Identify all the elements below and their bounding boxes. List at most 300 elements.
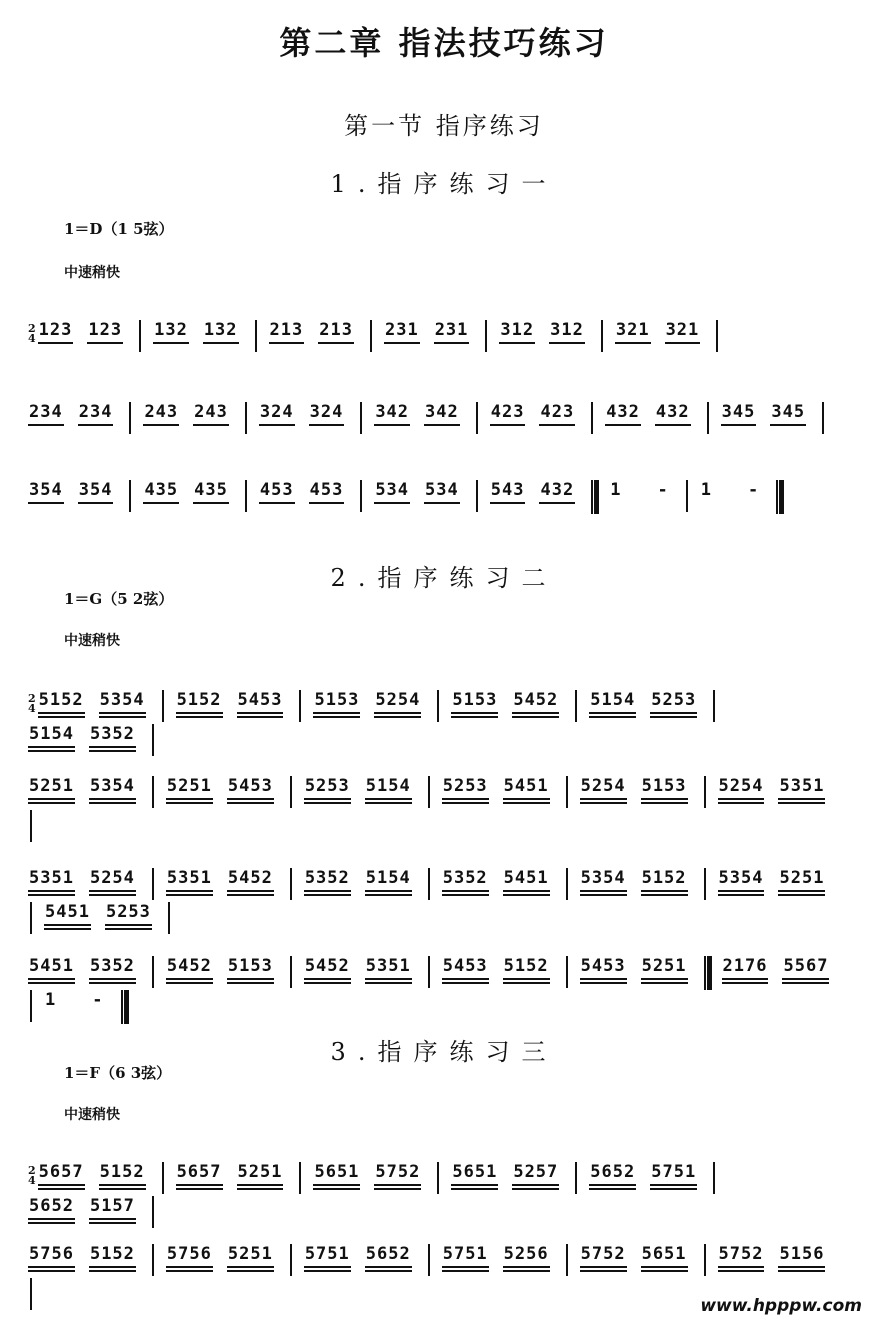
note-group	[105, 902, 152, 922]
note-text: 5752	[580, 1244, 626, 1264]
beam-line	[89, 1270, 136, 1272]
measure	[718, 868, 840, 902]
note-group	[609, 480, 622, 500]
beam-line	[589, 716, 636, 718]
beam-line	[28, 798, 75, 800]
measure	[28, 480, 127, 514]
note-text: 5254	[89, 868, 135, 888]
beam-line	[99, 1188, 146, 1190]
score-row	[28, 1162, 848, 1216]
note-text: -	[747, 480, 760, 500]
note-text: 5153	[452, 690, 498, 710]
measure	[499, 320, 598, 354]
note-text: 534	[425, 480, 459, 500]
note-group	[89, 868, 136, 888]
note-text: 5152	[503, 956, 549, 976]
note-group	[512, 690, 559, 710]
note-text: 5651	[641, 1244, 687, 1264]
beam-line	[718, 894, 765, 896]
measure	[143, 402, 242, 436]
note-group	[28, 1244, 75, 1264]
note-text: 5254	[375, 690, 421, 710]
beam-line	[580, 802, 627, 804]
beam-line	[166, 802, 213, 804]
beam-line	[451, 716, 498, 718]
beam-line	[641, 982, 688, 984]
measure	[176, 1162, 298, 1196]
tempo-marking: 中速稍快	[64, 1107, 120, 1123]
note-group	[193, 402, 229, 422]
note-group	[503, 956, 550, 976]
beam-line	[166, 798, 213, 800]
barline	[704, 868, 706, 900]
barline	[575, 1162, 577, 1194]
beam-line	[580, 1266, 627, 1268]
measure	[313, 690, 435, 724]
measure	[166, 868, 288, 902]
note-text: 1	[610, 480, 622, 500]
note-group	[38, 690, 85, 710]
barline	[437, 1162, 439, 1194]
measure	[153, 320, 252, 354]
sustain-dash	[747, 480, 760, 500]
barline	[476, 480, 478, 512]
note-text: 321	[615, 320, 650, 340]
barline	[30, 902, 32, 934]
note-text: 2176	[722, 956, 768, 976]
note-text: 5354	[89, 776, 135, 796]
note-text: 231	[384, 320, 419, 340]
beam-line	[38, 716, 85, 718]
beam-line	[89, 982, 136, 984]
beam-line	[503, 798, 550, 800]
note-group	[641, 1244, 688, 1264]
beam-line	[778, 1266, 825, 1268]
note-group	[143, 402, 179, 422]
note-group	[318, 320, 354, 340]
beam-line	[442, 802, 489, 804]
note-group	[304, 776, 351, 796]
measure	[615, 320, 714, 354]
beam-line	[166, 894, 213, 896]
note-text: 5351	[779, 776, 825, 796]
note-text: 5153	[314, 690, 360, 710]
beam-line	[227, 894, 274, 896]
note-text: 5351	[166, 868, 212, 888]
note-group	[374, 1162, 421, 1182]
barline	[162, 1162, 164, 1194]
beam-line	[503, 802, 550, 804]
note-group	[28, 724, 75, 744]
note-group	[203, 320, 239, 340]
beam-line	[89, 894, 136, 896]
note-text: 5752	[375, 1162, 421, 1182]
measure	[166, 1244, 288, 1278]
measure	[38, 690, 160, 724]
beam-line	[365, 802, 412, 804]
note-text: 435	[144, 480, 179, 500]
beam-line	[451, 712, 498, 714]
barline	[601, 320, 603, 352]
beam-line	[304, 894, 351, 896]
measure	[451, 1162, 573, 1196]
note-text: 453	[309, 480, 344, 500]
note-text: 123	[38, 320, 73, 340]
beam-line	[227, 890, 274, 892]
beam-line	[28, 746, 75, 748]
note-group	[99, 690, 146, 710]
sustain-dash	[91, 990, 104, 1010]
beam-line	[650, 716, 697, 718]
beam-line	[227, 1270, 274, 1272]
note-group	[176, 1162, 223, 1182]
beam-line	[313, 1184, 360, 1186]
note-group	[424, 480, 460, 500]
measure	[166, 956, 288, 990]
note-text: 5153	[641, 776, 687, 796]
barline	[152, 1196, 154, 1228]
note-group	[778, 868, 825, 888]
beam-line	[374, 424, 410, 426]
beam-line	[442, 798, 489, 800]
beam-line	[718, 1266, 765, 1268]
note-text: 132	[203, 320, 238, 340]
note-text: 5451	[503, 776, 549, 796]
beam-line	[237, 712, 284, 714]
beam-line	[778, 1270, 825, 1272]
note-text: 5351	[29, 868, 74, 888]
beam-line	[374, 1188, 421, 1190]
beam-line	[615, 342, 651, 344]
note-group	[549, 320, 585, 340]
note-text: 5453	[227, 776, 273, 796]
beam-line	[374, 1184, 421, 1186]
note-group	[365, 956, 412, 976]
beam-line	[78, 502, 114, 504]
beam-line	[176, 1184, 223, 1186]
note-group	[309, 480, 345, 500]
time-signature: 2 4	[28, 322, 36, 345]
note-group	[655, 402, 691, 422]
note-group	[580, 776, 627, 796]
note-text: 5251	[166, 776, 212, 796]
note-text: 5451	[29, 956, 74, 976]
measure	[44, 902, 166, 936]
barline	[152, 956, 154, 988]
beam-line	[28, 894, 75, 896]
measure	[442, 956, 564, 990]
note-group	[384, 320, 420, 340]
note-group	[313, 1162, 360, 1182]
beam-line	[166, 978, 213, 980]
beam-line	[778, 894, 825, 896]
note-text: 5652	[365, 1244, 411, 1264]
note-group	[374, 402, 410, 422]
note-group	[87, 320, 123, 340]
note-group	[237, 1162, 284, 1182]
note-text: 243	[194, 402, 228, 422]
barline	[245, 402, 247, 434]
beam-line	[28, 890, 75, 892]
beam-line	[28, 1222, 75, 1224]
note-text: 5251	[237, 1162, 283, 1182]
barline	[566, 776, 568, 808]
note-text: 5351	[365, 956, 411, 976]
sustain-dash	[656, 480, 669, 500]
beam-line	[580, 890, 627, 892]
note-text: 5154	[29, 724, 74, 744]
beam-line	[105, 928, 152, 930]
note-group	[580, 1244, 627, 1264]
note-group	[605, 402, 641, 422]
note-group	[580, 868, 627, 888]
note-text: 1	[700, 480, 712, 500]
measure	[718, 776, 840, 810]
note-group	[44, 902, 91, 922]
chapter-title: 第二章 指法技巧练习	[279, 24, 609, 62]
note-text: 345	[771, 402, 806, 422]
note-group	[304, 956, 351, 976]
note-group	[374, 690, 421, 710]
note-text: 5652	[590, 1162, 636, 1182]
beam-line	[451, 1188, 498, 1190]
beam-line	[503, 1266, 550, 1268]
beam-line	[770, 424, 806, 426]
beam-line	[580, 894, 627, 896]
measure	[580, 776, 702, 810]
note-group	[153, 320, 189, 340]
barline	[566, 956, 568, 988]
note-text: 354	[78, 480, 113, 500]
note-text: 5152	[99, 1162, 145, 1182]
note-text: 5751	[651, 1162, 697, 1182]
beam-line	[176, 716, 223, 718]
barline	[152, 1244, 154, 1276]
time-signature: 2 4	[28, 692, 36, 715]
beam-line	[313, 712, 360, 714]
beam-line	[28, 502, 64, 504]
note-text: 5354	[99, 690, 145, 710]
final-barline	[121, 990, 129, 1024]
barline	[360, 402, 362, 434]
beam-line	[237, 1188, 284, 1190]
note-group	[490, 480, 526, 500]
note-group	[259, 402, 295, 422]
barline	[566, 1244, 568, 1276]
note-text: 5751	[304, 1244, 350, 1264]
beam-line	[722, 982, 769, 984]
beam-line	[384, 342, 420, 344]
note-text: 5453	[237, 690, 283, 710]
beam-line	[718, 890, 765, 892]
note-text: 5253	[105, 902, 151, 922]
note-group	[365, 776, 412, 796]
measure	[38, 320, 137, 354]
beam-line	[28, 1266, 75, 1268]
note-text: 5152	[641, 868, 687, 888]
measure	[589, 690, 711, 724]
beam-line	[304, 1266, 351, 1268]
beam-line	[442, 1270, 489, 1272]
beam-line	[153, 342, 189, 344]
beam-line	[166, 890, 213, 892]
note-text: 5452	[513, 690, 559, 710]
beam-line	[227, 1266, 274, 1268]
note-text: -	[92, 990, 104, 1010]
beam-line	[424, 424, 460, 426]
note-text: 324	[309, 402, 344, 422]
beam-line	[490, 424, 526, 426]
beam-line	[28, 1218, 75, 1220]
note-text: 5453	[580, 956, 626, 976]
note-group	[176, 690, 223, 710]
measure	[605, 402, 704, 436]
note-group	[442, 776, 489, 796]
note-text: 234	[78, 402, 113, 422]
beam-line	[641, 890, 688, 892]
barline	[485, 320, 487, 352]
measure	[28, 402, 127, 436]
beam-line	[374, 502, 410, 504]
beam-line	[503, 890, 550, 892]
note-group	[374, 480, 410, 500]
beam-line	[580, 1270, 627, 1272]
barline	[686, 480, 688, 512]
note-group	[650, 1162, 697, 1182]
note-text: 432	[606, 402, 640, 422]
note-group	[442, 1244, 489, 1264]
note-group	[641, 956, 688, 976]
beam-line	[655, 424, 691, 426]
note-text: 213	[269, 320, 304, 340]
score-row	[28, 320, 848, 354]
measure	[722, 956, 844, 990]
note-group	[89, 1196, 136, 1216]
beam-line	[89, 1222, 136, 1224]
beam-line	[89, 798, 136, 800]
exercise-title: 1.指序练习一	[330, 170, 558, 198]
note-group	[89, 776, 136, 796]
note-text: 5751	[442, 1244, 488, 1264]
beam-line	[605, 424, 641, 426]
note-text: 5257	[513, 1162, 559, 1182]
note-text: 5452	[166, 956, 212, 976]
note-text: 5152	[89, 1244, 135, 1264]
barline	[139, 320, 141, 352]
beam-line	[227, 802, 274, 804]
time-signature: 2 4	[28, 1164, 36, 1187]
note-group	[722, 956, 769, 976]
beam-line	[99, 1184, 146, 1186]
barline	[290, 868, 292, 900]
note-text: 5256	[503, 1244, 549, 1264]
beam-line	[365, 890, 412, 892]
note-group	[641, 776, 688, 796]
note-text: 234	[29, 402, 63, 422]
measure	[442, 776, 564, 810]
measure	[28, 1244, 150, 1278]
note-group	[166, 956, 213, 976]
note-group	[503, 1244, 550, 1264]
note-text: 5453	[442, 956, 488, 976]
note-text: 5652	[29, 1196, 74, 1216]
note-group	[28, 776, 75, 796]
beam-line	[580, 982, 627, 984]
note-group	[269, 320, 305, 340]
beam-line	[650, 1184, 697, 1186]
note-text: 5251	[779, 868, 825, 888]
note-text: 5154	[590, 690, 636, 710]
barline	[360, 480, 362, 512]
beam-line	[503, 1270, 550, 1272]
beam-line	[424, 502, 460, 504]
score-row	[28, 868, 848, 922]
measure	[38, 1162, 160, 1196]
score-row	[28, 402, 848, 436]
beam-line	[38, 1188, 85, 1190]
note-text: 5352	[89, 956, 135, 976]
note-text: 5253	[651, 690, 697, 710]
measure	[700, 480, 775, 514]
beam-line	[89, 1266, 136, 1268]
note-group	[451, 1162, 498, 1182]
beam-line	[503, 978, 550, 980]
beam-line	[203, 342, 239, 344]
measure	[580, 1244, 702, 1278]
beam-line	[304, 1270, 351, 1272]
beam-line	[313, 1188, 360, 1190]
barline	[591, 402, 593, 434]
beam-line	[89, 750, 136, 752]
beam-line	[374, 712, 421, 714]
beam-line	[143, 502, 179, 504]
note-group	[28, 1196, 75, 1216]
repeat-barline	[591, 480, 599, 514]
beam-line	[143, 424, 179, 426]
beam-line	[313, 716, 360, 718]
barline	[566, 868, 568, 900]
score-row	[28, 480, 848, 514]
note-text: 342	[375, 402, 410, 422]
note-text: 5657	[176, 1162, 222, 1182]
note-text: 5567	[783, 956, 829, 976]
measure	[384, 320, 483, 354]
beam-line	[782, 982, 829, 984]
beam-line	[641, 894, 688, 896]
beam-line	[782, 978, 829, 980]
note-text: 5153	[227, 956, 273, 976]
note-text: 345	[721, 402, 756, 422]
barline	[704, 1244, 706, 1276]
measure	[304, 956, 426, 990]
beam-line	[166, 1270, 213, 1272]
note-group	[28, 402, 64, 422]
measure	[580, 956, 702, 990]
beam-line	[539, 502, 575, 504]
note-text: 243	[144, 402, 179, 422]
beam-line	[28, 1270, 75, 1272]
key-signature: 1＝D（1 5弦）	[64, 220, 174, 238]
barline	[713, 690, 715, 722]
beam-line	[166, 1266, 213, 1268]
beam-line	[718, 798, 765, 800]
note-group	[166, 776, 213, 796]
beam-line	[641, 978, 688, 980]
note-text: 5253	[304, 776, 350, 796]
note-text: 534	[375, 480, 410, 500]
beam-line	[309, 424, 345, 426]
note-text: 5354	[718, 868, 764, 888]
